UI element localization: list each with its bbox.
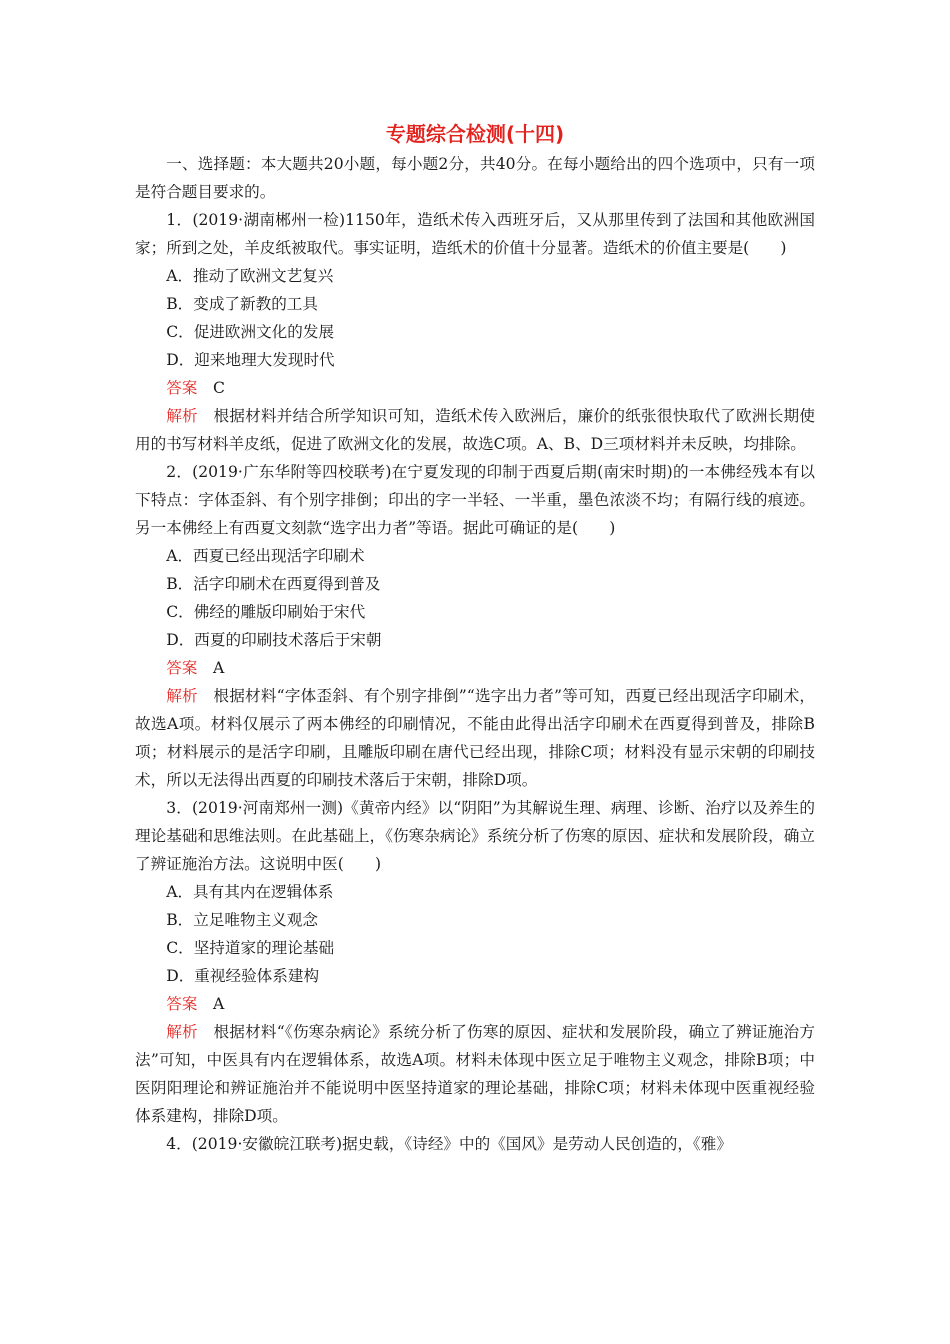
answer-tag: 答案 [166,659,198,677]
option-d: D．西夏的印刷技术落后于宋朝 [166,631,382,649]
option-a: A．西夏已经出现活字印刷术 [166,547,365,565]
question-stem: 2．(2019·广东华附等四校联考)在宁夏发现的印制于西夏后期(南宋时期)的一本佛经残本有以下特点：字体歪斜、有个别字排倒；印出的字一半轻、一半重，墨色浓淡不均；有隔行线的痕迹。另一本佛经上有西夏文刻款“选字出力者”等语。据此可确证的是( ) [135,463,815,537]
option-a: A．推动了欧洲文艺复兴 [166,267,334,285]
answer-value: A [212,659,225,677]
analysis-tag: 解析 [166,687,198,705]
analysis-text: 根据材料“字体歪斜、有个别字排倒”“选字出力者”等可知，西夏已经出现活字印刷术，故选A项。材料仅展示了两本佛经的印刷情况，不能由此得出活字印刷术在西夏得到普及，排除B项；材料展示的是活字印刷，且雕版印刷在唐代已经出现，排除C项；材料没有显示宋朝的印刷技术，所以无法得出西夏的印刷技术落后于宋朝，排除D项。 [135,687,815,789]
option-c: C．佛经的雕版印刷始于宋代 [166,603,366,621]
option-b: B．立足唯物主义观念 [166,911,318,929]
analysis-tag: 解析 [166,1023,198,1041]
analysis-text: 根据材料“《伤寒杂病论》系统分析了伤寒的原因、症状和发展阶段，确立了辨证施治方法”可知，中医具有内在逻辑体系，故选A项。材料未体现中医立足于唯物主义观念，排除B项；中医阴阳理论和辨证施治并不能说明中医坚持道家的理论基础，排除C项；材料未体现中医重视经验体系建构，排除D项。 [135,1023,815,1125]
analysis-paragraph [135,682,815,794]
option-d: D．迎来地理大发现时代 [166,351,335,369]
question-stem: 3．(2019·河南郑州一测)《黄帝内经》以“阴阳”为其解说生理、病理、诊断、治疗以及养生的理论基础和思维法则。在此基础上，《伤寒杂病论》系统分析了伤寒的原因、症状和发展阶段，确立了辨证施治方法。这说明中医( ) [135,799,815,873]
analysis-text: 根据材料并结合所学知识可知，造纸术传入欧洲后，廉价的纸张很快取代了欧洲长期使用的书写材料羊皮纸，促进了欧洲文化的发展，故选C项。A、B、D三项材料并未反映，均排除。 [135,407,815,453]
answer-line [135,990,815,1018]
answer-tag: 答案 [166,995,198,1013]
analysis-paragraph [135,402,815,458]
option-c: C．促进欧洲文化的发展 [166,323,335,341]
question-stem: 4．(2019·安徽皖江联考)据史载，《诗经》中的《国风》是劳动人民创造的，《雅》 [166,1135,732,1153]
answer-tag: 答案 [166,379,198,397]
option-b: B．活字印刷术在西夏得到普及 [166,575,381,593]
analysis-paragraph [135,1018,815,1130]
document-body [135,150,815,1158]
page-title: 专题综合检测(十四) [385,122,565,146]
option-a: A．具有其内在逻辑体系 [166,883,334,901]
answer-line [135,374,815,402]
analysis-tag: 解析 [166,407,198,425]
option-b: B．变成了新教的工具 [166,295,318,313]
answer-value: A [212,995,225,1013]
option-d: D．重视经验体系建构 [166,967,320,985]
question-stem: 1．(2019·湖南郴州一检)1150年，造纸术传入西班牙后，又从那里传到了法国和其他欧洲国家；所到之处，羊皮纸被取代。事实证明，造纸术的价值十分显著。造纸术的价值主要是( ) [135,211,815,257]
answer-line [135,654,815,682]
section-intro: 一、选择题：本大题共20小题，每小题2分，共40分。在每小题给出的四个选项中，只有一项是符合题目要求的。 [135,155,815,201]
answer-value: C [212,379,225,397]
option-c: C．坚持道家的理论基础 [166,939,335,957]
